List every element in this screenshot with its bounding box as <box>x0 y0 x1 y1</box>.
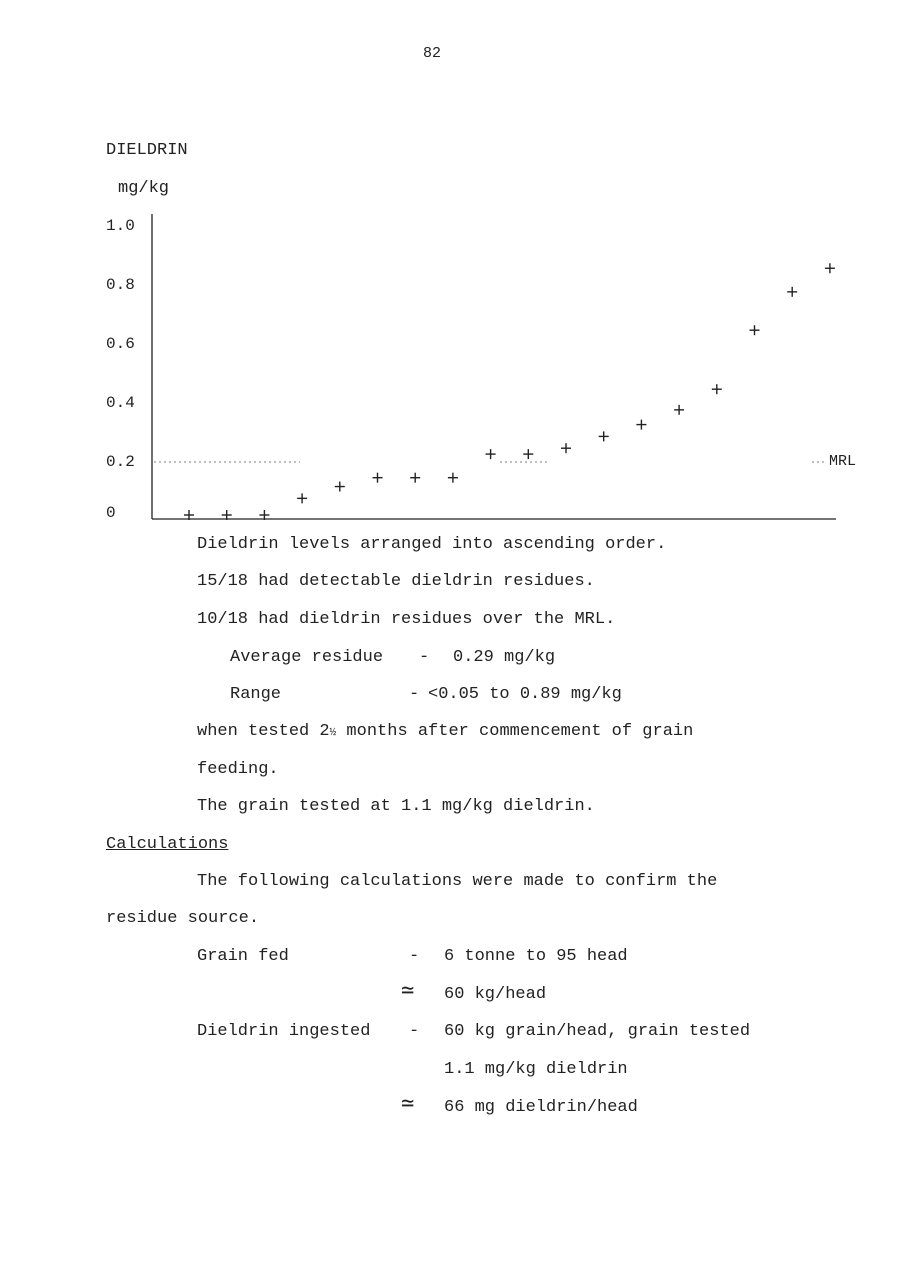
average-label: Average residue <box>230 648 384 667</box>
data-point <box>373 473 383 483</box>
chart-axes <box>152 214 836 519</box>
data-point <box>561 443 571 453</box>
ingested-dash: - <box>409 1022 420 1041</box>
range-value: <0.05 to 0.89 mg/kg <box>428 685 622 704</box>
data-point <box>825 263 835 273</box>
y-tick-label: 0 <box>106 504 116 522</box>
average-value: 0.29 mg/kg <box>453 648 556 667</box>
data-point <box>486 449 496 459</box>
data-point <box>448 473 458 483</box>
approx-value-2: 66 mg dieldrin/head <box>444 1098 638 1117</box>
summary-line-3: 10/18 had dieldrin residues over the MRL. <box>197 610 616 629</box>
grain-fed-label: Grain fed <box>197 947 289 966</box>
data-point <box>297 493 307 503</box>
dieldrin-chart <box>0 0 900 540</box>
page-number: 82 <box>423 45 442 62</box>
data-point <box>712 384 722 394</box>
tested-text-a: when tested 2 <box>197 722 330 741</box>
data-point <box>523 449 533 459</box>
summary-line-1: Dieldrin levels arranged into ascending order. <box>197 535 667 554</box>
data-point <box>335 482 345 492</box>
y-tick-label: 0.6 <box>106 335 135 353</box>
tested-line <box>197 722 693 743</box>
ingested-value-1: 60 kg grain/head, grain tested <box>444 1022 751 1041</box>
chart-title: DIELDRIN <box>106 141 188 160</box>
approx-symbol-2: ≃ <box>401 1092 415 1117</box>
average-dash: - <box>419 648 430 667</box>
y-tick-label: 0.8 <box>106 276 135 294</box>
y-axis-label: mg/kg <box>118 179 170 198</box>
tested-line-2: feeding. <box>197 760 279 779</box>
range-label: Range <box>230 685 282 704</box>
mrl-label: MRL <box>829 453 857 470</box>
y-tick-labels <box>106 217 135 522</box>
y-tick-label: 1.0 <box>106 217 135 235</box>
approx-symbol-1: ≃ <box>401 979 415 1004</box>
ingested-value-2: 1.1 mg/kg dieldrin <box>444 1060 628 1079</box>
data-point <box>410 473 420 483</box>
range-dash: - <box>409 685 420 704</box>
data-points <box>184 263 835 520</box>
tested-text-b: months after commencement of grain <box>336 722 694 741</box>
approx-value-1: 60 kg/head <box>444 985 547 1004</box>
data-point <box>750 325 760 335</box>
grain-fed-dash: - <box>409 947 420 966</box>
grain-tested-line: The grain tested at 1.1 mg/kg dieldrin. <box>197 797 595 816</box>
data-point <box>787 287 797 297</box>
ingested-label: Dieldrin ingested <box>197 1022 371 1041</box>
calculations-intro-2: residue source. <box>106 909 260 928</box>
calculations-intro-1: The following calculations were made to confirm the <box>197 872 718 891</box>
tested-fraction: ½ <box>329 727 337 739</box>
mrl-line <box>154 453 856 470</box>
calculations-heading: Calculations <box>106 835 229 854</box>
data-point <box>599 431 609 441</box>
data-point <box>636 420 646 430</box>
grain-fed-value: 6 tonne to 95 head <box>444 947 628 966</box>
data-point <box>674 405 684 415</box>
summary-line-2: 15/18 had detectable dieldrin residues. <box>197 572 595 591</box>
y-tick-label: 0.2 <box>106 453 135 471</box>
y-tick-label: 0.4 <box>106 394 135 412</box>
